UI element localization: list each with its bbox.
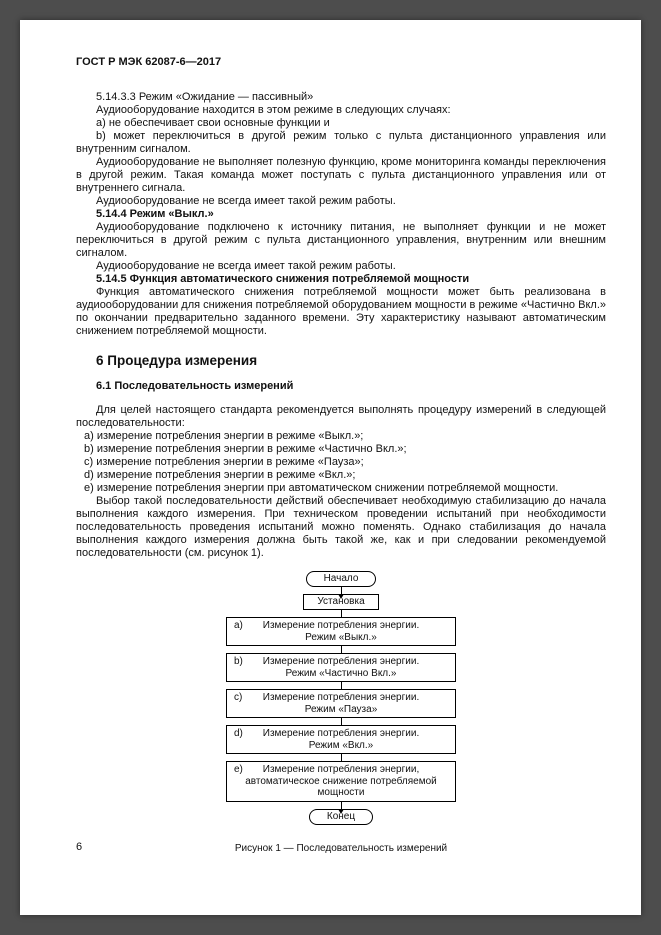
flow-arrow-down-icon (341, 718, 342, 725)
flowchart-step-b (226, 653, 456, 682)
flowchart-step-text: Измерение потребления энергии. (262, 656, 420, 667)
figure-caption: Рисунок 1 — Последовательность измерений (234, 842, 448, 854)
paragraph: Аудиооборудование подключено к источнику питания, не выполняет функции и не может переключиться в другой режим с пульта дистанционного управления, внутренним или внешним сигналом. (76, 221, 606, 259)
flowchart-step-text: Измерение потребления энергии, (262, 764, 420, 775)
list-item-b: b) может переключиться в другой режим только с пульта дистанционного управления или внутренним сигналом. (76, 130, 606, 155)
flowchart-setup-node: Установка (303, 594, 378, 610)
flow-arrow-down-icon (341, 646, 342, 653)
document-page (20, 20, 641, 915)
list-item-e: e) измерение потребления энергии при автоматическом снижении потребляемой мощности. (84, 482, 559, 494)
flow-arrow-down-icon (341, 754, 342, 761)
paragraph: Аудиооборудование находится в этом режиме в следующих случаях: (96, 104, 451, 116)
paragraph: Выбор такой последовательности действий обеспечивает необходимую стабилизацию до начала выполнения каждого измерения. При техническом проведении испытаний при необходимости последовательность проведения испытаний можно поменять. Однако стабилизация до начала выполнения каждого измерения должна быть такой же, как и при следовании рекомендуемой последовательности (см. рисунок 1). (76, 495, 606, 559)
flowchart-figure-1 (76, 571, 606, 825)
clause-5-14-5-title: 5.14.5 Функция автоматического снижения потребляемой мощности (96, 273, 470, 285)
paragraph: Функция автоматического снижения потребляемой мощности может быть реализована в аудиооборудовании для снижения потребляемой оборудованием мощности в режиме «Частично Вкл.» по окончании предварительно заданного времени. Эту характеристику называют автоматическим снижением потребляемой мощности. (76, 286, 606, 337)
list-item-d: d) измерение потребления энергии в режиме «Вкл.»; (84, 469, 356, 481)
flowchart-step-c (226, 689, 456, 718)
flow-arrow-down-icon (341, 682, 342, 689)
section-6-1-heading: 6.1 Последовательность измерений (96, 380, 294, 392)
list-item-a: а) не обеспечивает свои основные функции и (96, 117, 330, 129)
list-item-b: b) измерение потребления энергии в режиме «Частично Вкл.»; (84, 443, 407, 455)
flowchart-step-letter: c) (234, 692, 243, 703)
flowchart-step-text: мощности (317, 787, 365, 798)
paragraph: Для целей настоящего стандарта рекомендуется выполнять процедуру измерений в следующей последовательности: (76, 404, 606, 429)
flowchart-start-node: Начало (306, 571, 377, 587)
flowchart-step-text: автоматическое снижение потребляемой (245, 775, 437, 787)
flowchart-step-letter: b) (234, 656, 243, 667)
flowchart-step-text: Режим «Вкл.» (308, 739, 374, 751)
flowchart-step-a (226, 617, 456, 646)
flowchart-step-letter: d) (234, 728, 243, 739)
list-item-c: c) измерение потребления энергии в режиме «Пауза»; (84, 456, 364, 468)
list-item-a: a) измерение потребления энергии в режиме «Выкл.»; (84, 430, 364, 442)
flowchart-step-text: Режим «Выкл.» (305, 631, 377, 643)
page-number: 6 (76, 841, 83, 853)
flowchart-step-d (226, 725, 456, 754)
flowchart-step-e (226, 761, 456, 802)
document-header: ГОСТ Р МЭК 62087-6—2017 (76, 56, 222, 68)
flow-arrow-down-icon (341, 610, 342, 617)
flowchart-end-node: Конец (309, 809, 373, 825)
clause-5-14-4-title: 5.14.4 Режим «Выкл.» (96, 208, 214, 220)
paragraph: Аудиооборудование не выполняет полезную функцию, кроме мониторинга команды переключения в другой режим. Такая команда может поступать с пульта дистанционного управления или от внутреннего сигнала. (76, 156, 606, 194)
flowchart-step-letter: a) (234, 620, 243, 631)
flowchart-step-text: Измерение потребления энергии. (262, 620, 420, 631)
section-6-heading: 6 Процедура измерения (96, 353, 258, 368)
flow-arrow-down-icon (341, 802, 342, 809)
flowchart-step-text: Измерение потребления энергии. (262, 728, 420, 739)
flowchart-step-letter: e) (234, 764, 243, 775)
flow-arrow-down-icon (341, 587, 342, 594)
page-content (20, 20, 641, 855)
flowchart-step-text: Режим «Частично Вкл.» (285, 667, 397, 679)
flowchart-step-text: Измерение потребления энергии. (262, 692, 420, 703)
paragraph: Аудиооборудование не всегда имеет такой режим работы. (96, 260, 396, 272)
clause-5-14-3-3-title: 5.14.3.3 Режим «Ожидание — пассивный» (96, 91, 314, 103)
flowchart-step-text: Режим «Пауза» (304, 703, 378, 715)
paragraph: Аудиооборудование не всегда имеет такой режим работы. (96, 195, 396, 207)
